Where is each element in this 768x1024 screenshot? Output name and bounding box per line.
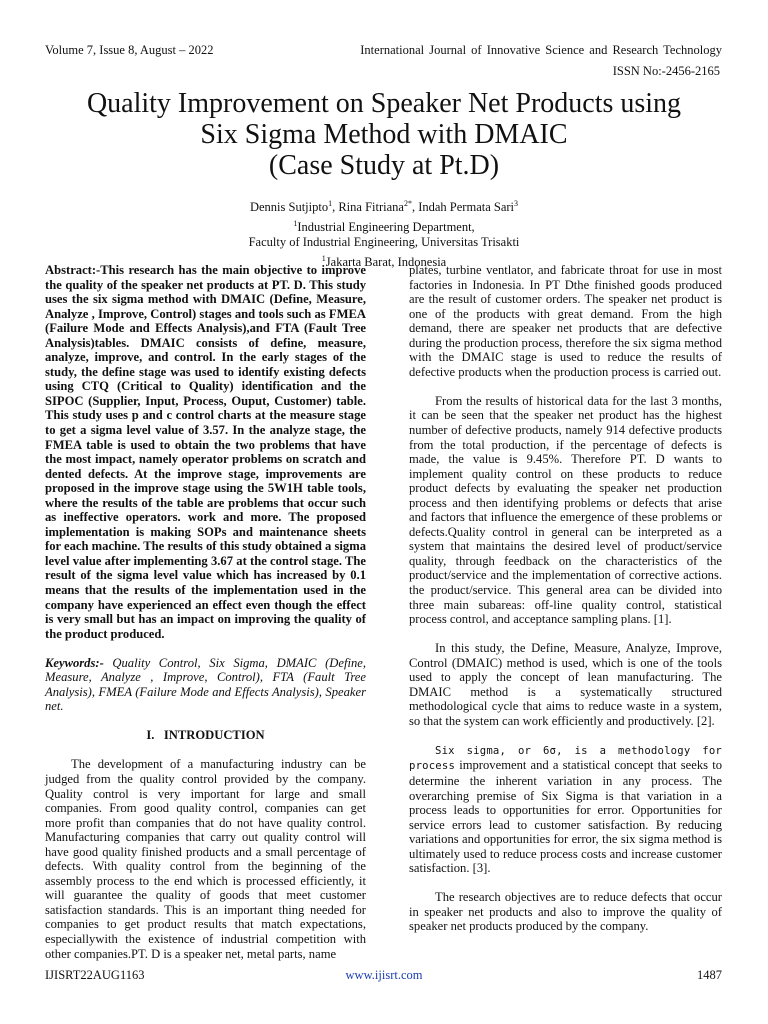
keywords-text: Quality Control, Six Sigma, DMAIC (Define, Measure, Analyze , Improve, Control), FTA (Fault Tree Analysis), FMEA (Failure Mode and Effects Analysis), Speaker net. bbox=[45, 655, 366, 714]
footer-url[interactable]: www.ijisrt.com bbox=[345, 968, 423, 982]
six-sigma-paragraph-rest: improvement and a statistical concept that seeks to determine the inherent variation in any process. The overarching premise of Six Sigma is that variation in a process leads to opportunities for error. Opportunities for service errors lead to customer satisfaction. By reducing variations and opportunities for error, the six sigma method is ultimately used to reduce process costs and increase customer satisfaction. [3]. bbox=[409, 758, 722, 876]
affiliation-department bbox=[40, 216, 728, 236]
affiliation-sup: 1 bbox=[321, 253, 326, 263]
title-line-1: Quality Improvement on Speaker Net Products using bbox=[86, 88, 682, 119]
title-line-2: Six Sigma Method with DMAIC bbox=[200, 119, 568, 150]
author-separator: , bbox=[411, 200, 419, 215]
title-line-3: (Case Study at Pt.D) bbox=[268, 150, 500, 181]
keywords bbox=[45, 656, 366, 714]
paper-title bbox=[20, 88, 748, 181]
intro-paragraph-1: The development of a manufacturing industry can be judged from the quality control provided by the company. Quality control is very important for large and small companies. From good quality control, companies can get more profit than companies that do not have quality control. Manufacturing companies that carry out quality control will have good quality finished products and a small percentage of defects. With quality control from the beginning of the assembly process to the end which is processed efficiently, it will guarantee the quality of goods that meet customer satisfaction standards. This is an important thing needed for companies to get product results that match expectations, especiallywith the existence of industrial competition with other companies.PT. D is a speaker net, metal parts, name bbox=[45, 757, 366, 961]
author-1-sup: 1 bbox=[328, 199, 333, 208]
author-names bbox=[40, 196, 728, 216]
author-block bbox=[40, 196, 728, 270]
author-3-sup: 3 bbox=[514, 199, 519, 208]
intro-paragraph-2: From the results of historical data for the last 3 months, it can be seen that the speaker net product has the highest number of defective products, namely 914 defective products from the total production, if the percentage of defects is made, the value is 9.45%. Therefore PT. D wants to implement quality control on these products to reduce product defects by evaluating the speaker net production process and then identifying problems or defects that arise and factors that influence the emergence of these problems or defects.Quality control in general can be interpreted as a system that maintains the desired level of product/service quality, through feedback on the characteristics of the product/service and the implementation of corrective actions. the product/service. This general area can be divided into three main subareas: off-line quality control, statistical process control, and acceptance sampling plans. [1]. bbox=[409, 393, 722, 627]
affiliation-sup: 1 bbox=[293, 218, 298, 228]
intro-paragraph-3: In this study, the Define, Measure, Analyze, Improve, Control (DMAIC) method is used, which is one of the tools used to apply the concept of lean manufacturing. The DMAIC method is a systematically structured methodological cycle that aims to reduce waste in a system, so that the system can work efficiently and productively. [2]. bbox=[409, 641, 722, 728]
intro-paragraph-continued: plates, turbine ventlator, and fabricate throat for use in most factories in Indonesia. In PT Dthe finished goods produced are the result of customer orders. The speaker net product is one of the products with great demand. From the high demand, there are speaker net products that are defective during the production process, therefore the six sigma method with the DMAIC stage is used to reduce the results of defective products when the production process is carried out. bbox=[409, 263, 722, 379]
footer-paper-code: IJISRT22AUG1163 bbox=[45, 968, 145, 982]
author-separator: , bbox=[332, 200, 339, 215]
left-column bbox=[45, 263, 366, 961]
header-issn: ISSN No:-2456-2165 bbox=[612, 64, 720, 78]
intro-paragraph-5: The research objectives are to reduce defects that occur in speaker net products and also to improve the quality of speaker net products produced by the company. bbox=[409, 890, 722, 934]
intro-paragraph-4 bbox=[409, 743, 722, 876]
abstract-text: Abstract:-This research has the main objective to improve the quality of the speaker net products at PT. D. This study uses the six sigma method with DMAIC (Define, Measure, Analyze , Improve, Control) stages and tools such as FMEA (Failure Mode and Effects Analysis),and FTA (Fault Tree Analysis)tables. DMAIC consists of define, measure, analyze, improve, and control. In the early stages of the study, the define stage was used to identify existing defects using CTQ (Critical to Quality) identification and the SIPOC (Supplier, Input, Process, Ouput, Customer) table. This study uses p and c control charts at the measure stage to get a sigma level value of 3.57. In the analyze stage, the FMEA table is used to obtain the two problems that have the most impact, namely operator problems on scratch and dented defects. At the improve stage, improvements are proposed in the improve stage using the 5W1H table tools, where the results of the table are problems that occur such as ineffective operators. work and more. The proposed implementation is making SOPs and maintenance sheets for each machine. The results of this study obtained a sigma level value after implementing 3.67 at the control stage. The result of the sigma level value which has increased by 0.1 means that the results of the implementation used in the company have experienced an effect even though the effect is very small but has an impact on improving the quality of the product produced. bbox=[45, 263, 366, 641]
affiliation-city-text: Jakarta Barat, Indonesia bbox=[325, 254, 447, 269]
footer-page-number: 1487 bbox=[697, 968, 722, 982]
section-heading-introduction: I. INTRODUCTION bbox=[146, 728, 265, 743]
header-volume: Volume 7, Issue 8, August – 2022 bbox=[45, 43, 214, 57]
header-journal-name: International Journal of Innovative Science and Research Technology bbox=[360, 43, 722, 57]
author-2-sup: 2* bbox=[403, 199, 412, 208]
affiliation-department-text: Industrial Engineering Department, bbox=[297, 219, 475, 234]
six-sigma-first-line: Six sigma, or 6σ, is a methodology for process bbox=[409, 744, 722, 773]
author-2: Rina Fitriana bbox=[338, 200, 404, 215]
author-1: Dennis Sutjipto bbox=[249, 200, 329, 215]
right-column bbox=[409, 263, 722, 934]
keywords-label: Keywords:- bbox=[45, 655, 104, 670]
author-3: Indah Permata Sari bbox=[418, 200, 515, 215]
affiliation-faculty: Faculty of Industrial Engineering, Universitas Trisakti bbox=[248, 235, 520, 250]
